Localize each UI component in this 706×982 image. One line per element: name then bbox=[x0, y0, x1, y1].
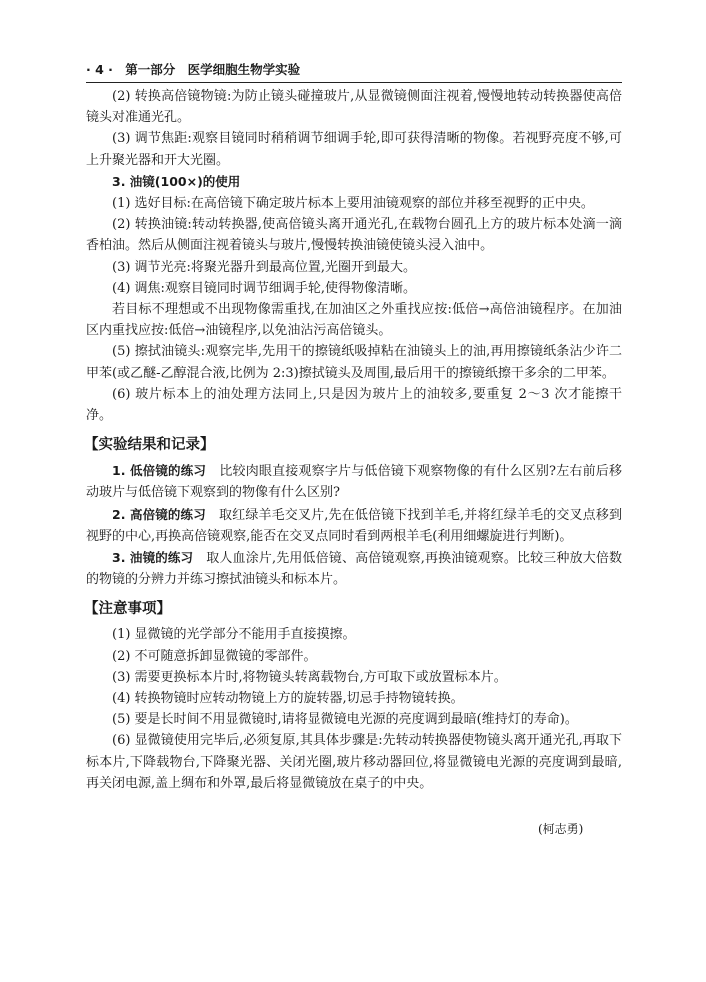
note-item: (3) 需要更换标本片时,将物镜头转离载物台,方可取下或放置标本片。 bbox=[112, 669, 507, 685]
result-item bbox=[86, 547, 622, 590]
paragraph: (3) 调节光亮:将聚光器升到最高位置,光圈开到最大。 bbox=[112, 259, 417, 275]
note-item: (1) 显微镜的光学部分不能用手直接摸擦。 bbox=[112, 627, 356, 643]
result-item bbox=[86, 504, 622, 547]
result-text: 取人血涂片,先用低倍镜、高倍镜观察,再换油镜观察。比较三种放大倍数的物镜的分辨力并练习擦拭油镜头和标本片。 bbox=[86, 551, 622, 588]
paragraph: (5) 擦拭油镜头:观察完毕,先用干的擦镜纸吸掉粘在油镜头上的油,再用擦镜纸条沾少许二甲苯(或乙醚-乙醇混合液,比例为 2:3)擦拭镜头及周围,最后用干的擦镜纸擦干多余的二甲苯。 bbox=[86, 344, 622, 381]
result-label: 1. 低倍镜的练习 bbox=[112, 463, 207, 479]
result-label: 2. 高倍镜的练习 bbox=[112, 506, 206, 522]
section-heading-notes: 【注意事项】 bbox=[84, 601, 171, 618]
result-item bbox=[86, 460, 622, 503]
paragraph: (1) 选好目标:在高倍镜下确定玻片标本上要用油镜观察的部位并移至视野的正中央。 bbox=[112, 196, 594, 212]
result-text: 比较肉眼直接观察字片与低倍镜下观察物像的有什么区别?左右前后移动玻片与低倍镜下观察到的物像有什么区别? bbox=[86, 464, 622, 501]
result-text: 取红绿羊毛交叉片,先在低倍镜下找到羊毛,并将红绿羊毛的交叉点移到视野的中心,再换高倍镜观察,能否在交叉点同时看到两根羊毛(利用细螺旋进行判断)。 bbox=[86, 507, 622, 544]
paragraph: (2) 转换高倍镜物镜:为防止镜头碰撞玻片,从显微镜侧面注视着,慢慢地转动转换器使高倍镜头对准通光孔。 bbox=[86, 89, 622, 126]
page-body bbox=[86, 86, 622, 794]
note-item: (5) 要是长时间不用显微镜时,请将显微镜电光源的亮度调到最暗(维持灯的寿命)。 bbox=[112, 712, 578, 728]
note-item: (4) 转换物镜时应转动物镜上方的旋转器,切忌手持物镜转换。 bbox=[112, 691, 464, 707]
part-title: 医学细胞生物学实验 bbox=[187, 62, 301, 77]
paragraph: (6) 玻片标本上的油处理方法同上,只是因为玻片上的油较多,要重复 2～3 次才能擦干净。 bbox=[86, 386, 622, 424]
part-label: 第一部分 bbox=[125, 62, 176, 77]
paragraph: 若目标不理想或不出现物像需重找,在加油区之外重找应按:低倍→高倍油镜程序。在加油区内重找应按:低倍→油镜程序,以免油沾污高倍镜头。 bbox=[86, 302, 622, 339]
author-credit: (柯志勇) bbox=[538, 822, 584, 836]
result-label: 3. 油镜的练习 bbox=[112, 550, 194, 566]
note-item: (2) 不可随意拆卸显微镜的零部件。 bbox=[112, 648, 317, 664]
paragraph: (2) 转换油镜:转动转换器,使高倍镜头离开通光孔,在载物台圆孔上方的玻片标本处滴一滴香柏油。然后从侧面注视着镜头与玻片,慢慢转换油镜使镜头浸入油中。 bbox=[86, 217, 622, 254]
running-header bbox=[86, 60, 622, 83]
paragraph: (4) 调焦:观察目镜同时调节细调手轮,使得物像清晰。 bbox=[112, 280, 417, 296]
subheading-oil-lens: 3. 油镜(100×)的使用 bbox=[112, 173, 241, 189]
paragraph: (3) 调节焦距:观察目镜同时稍稍调节细调手轮,即可获得清晰的物像。若视野亮度不够,可上升聚光器和开大光圈。 bbox=[86, 131, 622, 168]
section-heading-results: 【实验结果和记录】 bbox=[84, 437, 215, 454]
page-number: · 4 · bbox=[86, 62, 113, 77]
note-item: (6) 显微镜使用完毕后,必须复原,其具体步骤是:先转动转换器使物镜头离开通光孔,再取下标本片,下降载物台,下降聚光器、关闭光圈,玻片移动器回位,将显微镜电光源的亮度调到最暗,再关闭电源,盖上绸布和外罩,最后将显微镜放在桌子的中央。 bbox=[86, 733, 622, 791]
